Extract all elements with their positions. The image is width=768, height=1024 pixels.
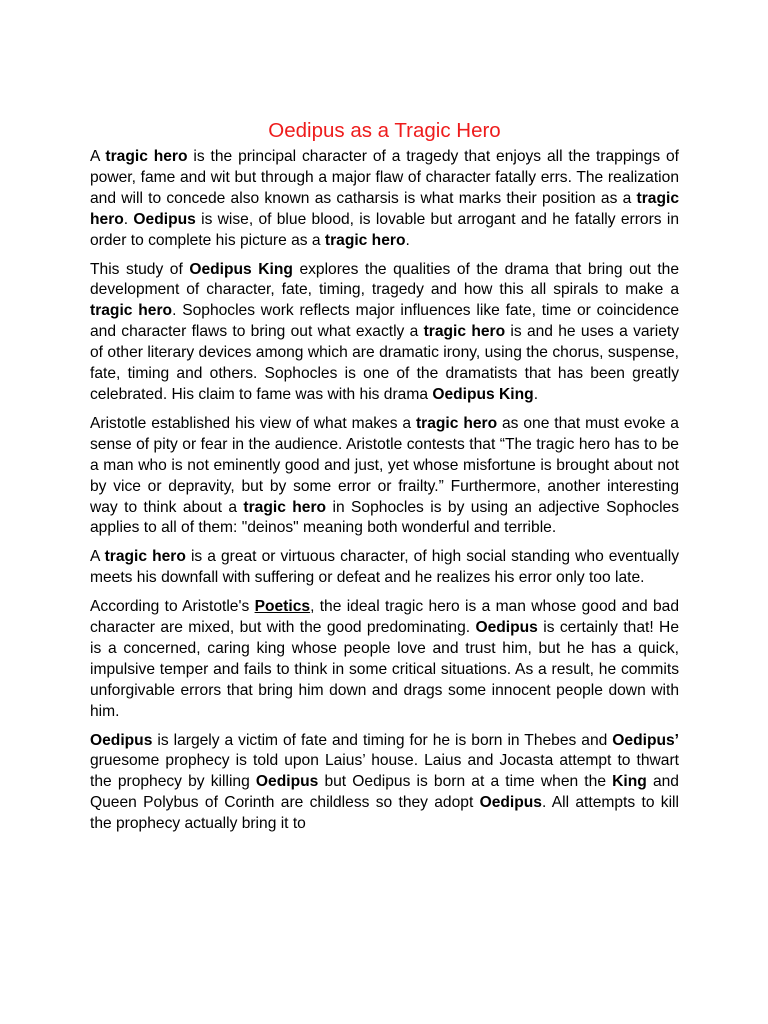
body-paragraph xyxy=(90,414,679,539)
text-run: , the ideal tragic hero is a man whose good and bad character are mixed, but with the good predominating. xyxy=(90,598,680,637)
document-body xyxy=(90,147,679,835)
text-run: . xyxy=(123,210,134,228)
text-run: This study of xyxy=(90,260,190,278)
text-run: is and he uses a variety of other literary devices among which are dramatic irony, using the chorus, suspense, fate, timing and others. Sophocles is one of the dramatists that has been greatly celebrated. His claim to fame was with his drama xyxy=(90,323,679,403)
emphasis-text: Oedipus King xyxy=(189,260,293,278)
text-run: is wise, of blue blood, is lovable but arrogant and he fatally errors in order to complete his picture as a xyxy=(90,210,679,249)
emphasis-text: Oedipus xyxy=(255,773,319,791)
text-run: Aristotle established his view of what makes a xyxy=(90,414,416,432)
emphasis-text: tragic hero xyxy=(90,302,173,320)
text-run: is the principal character of a tragedy that enjoys all the trappings of power, fame and wit but through a major flaw of character fatally errs. The realization and will to concede also known as catharsis is what marks their position as a xyxy=(90,148,679,207)
text-run: A xyxy=(90,548,105,566)
text-run: . All attempts to kill the prophecy actually bring it to xyxy=(90,794,679,833)
document-page xyxy=(90,118,679,843)
text-run: as one that must evoke a sense of pity or fear in the audience. Aristotle contests that “The tragic hero has to be a man who is not eminently good and just, yet whose misfortune is brought about not by vice or depravity, but by some error or frailty.” Furthermore, another interesting way to think about a xyxy=(90,414,679,516)
text-run: but Oedipus is born at a time when the xyxy=(318,773,613,791)
emphasis-text: Poetics xyxy=(254,598,311,616)
emphasis-text: King xyxy=(612,773,647,791)
text-run: . xyxy=(533,385,539,403)
body-paragraph xyxy=(90,147,679,252)
emphasis-text: Oedipus’ xyxy=(612,731,679,749)
emphasis-text: Oedipus xyxy=(475,619,538,637)
body-paragraph xyxy=(90,731,679,836)
emphasis-text xyxy=(255,598,310,615)
text-run: is a great or virtuous character, of high social standing who eventually meets his downfall with suffering or defeat and he realizes his error only too late. xyxy=(90,548,680,587)
text-run: gruesome prophecy is told upon Laius’ house. Laius and Jocasta attempt to thwart the prophecy by killing xyxy=(90,752,679,791)
emphasis-text: tragic hero xyxy=(243,498,327,516)
text-run: and Queen Polybus of Corinth are childless so they adopt xyxy=(90,773,679,812)
document-title: Oedipus as a Tragic Hero xyxy=(268,119,501,142)
emphasis-text: Oedipus xyxy=(90,731,153,749)
text-run: . Sophocles work reflects major influences like fate, time or coincidence and character flaws to bring out what exactly a xyxy=(90,302,679,341)
emphasis-text: tragic hero xyxy=(105,148,188,165)
text-run: A xyxy=(90,148,106,165)
emphasis-text: tragic hero xyxy=(104,548,186,566)
emphasis-text: Oedipus xyxy=(133,210,196,228)
text-run: in Sophocles is by using an adjective Sophocles applies to all of them: "deinos" meaning both wonderful and terrible. xyxy=(90,498,679,537)
emphasis-text: tragic hero xyxy=(423,323,506,341)
body-paragraph xyxy=(90,597,679,722)
text-run: is certainly that! He is a concerned, caring king whose people love and trust him, but he has a quick, impulsive temper and fails to think in some critical situations. As a result, he commits unforgivable errors that bring him down and drags some innocent people down with him. xyxy=(90,619,679,720)
emphasis-text: Oedipus xyxy=(479,794,542,812)
emphasis-text: tragic hero xyxy=(90,189,679,228)
emphasis-text: tragic hero xyxy=(415,414,498,432)
body-paragraph xyxy=(90,547,679,589)
body-paragraph xyxy=(90,260,679,406)
emphasis-text: Oedipus King xyxy=(432,385,534,403)
text-run: According to Aristotle's xyxy=(90,598,255,616)
text-run: explores the qualities of the drama that bring out the development of character, fate, timing, tragedy and how this all spirals to make a xyxy=(90,260,680,299)
text-run: is largely a victim of fate and timing for he is born in Thebes and xyxy=(152,731,613,749)
emphasis-text: tragic hero xyxy=(324,231,406,249)
text-run: . xyxy=(405,231,410,249)
